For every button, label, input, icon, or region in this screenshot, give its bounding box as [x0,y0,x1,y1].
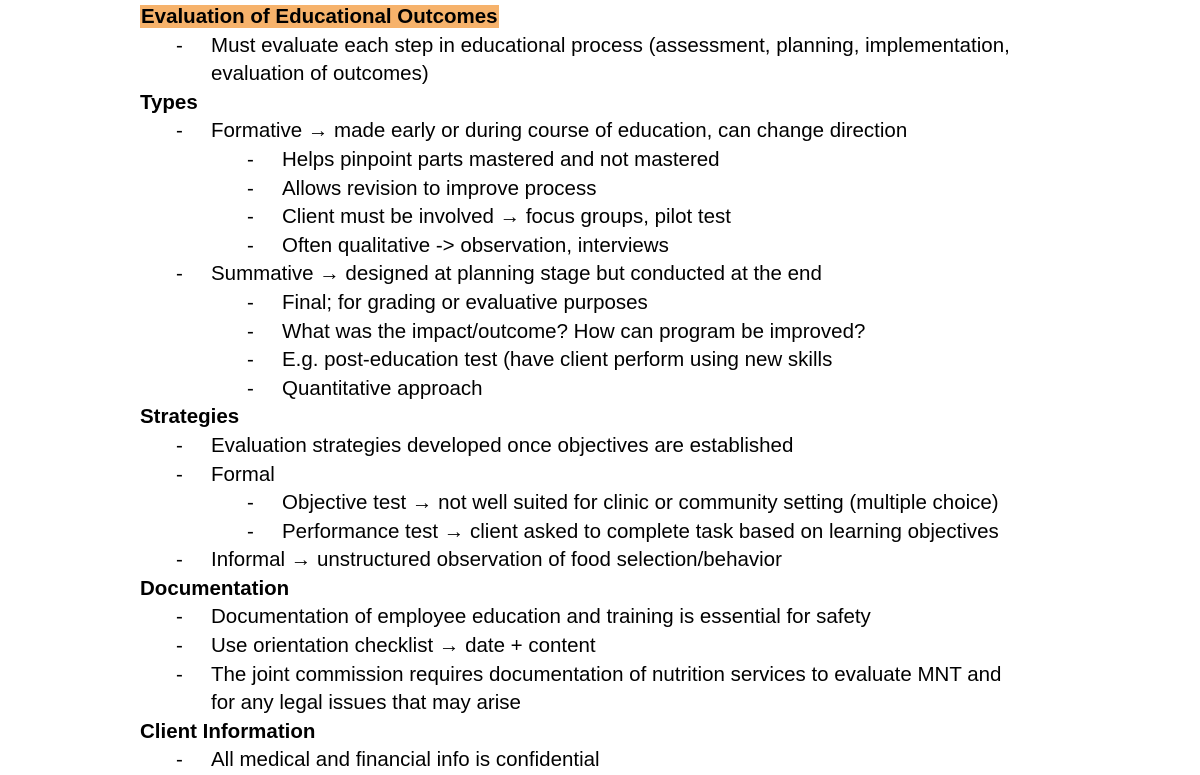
bullet-dash: - [176,748,183,772]
formative-item-text: Helps pinpoint parts mastered and not mastered [282,147,720,171]
list-item-formal [140,461,1180,490]
sub-list-item [140,203,1180,232]
list-item [140,632,1180,661]
formative-item-text: Client must be involved → focus groups, pilot test [282,205,731,229]
formative-text: Formative → made early or during course of education, can change direction [211,119,908,143]
list-item [140,746,1180,775]
document-title: Evaluation of Educational Outcomes [141,5,498,28]
sub-list-item [140,289,1180,318]
bullet-dash: - [176,605,183,629]
section-heading-documentation: Documentation [140,576,290,600]
sub-list-item [140,232,1180,261]
sub-list-item [140,318,1180,347]
informal-text: Informal → unstructured observation of food selection/behavior [211,548,782,572]
summative-text: Summative → designed at planning stage but conducted at the end [211,262,822,286]
bullet-dash: - [176,548,183,572]
section-heading-client-information: Client Information [140,719,316,743]
sub-list-item [140,175,1180,204]
bullet-dash: - [176,433,183,457]
document-title-line [140,3,1180,32]
client-info-item-text: All medical and financial info is confidential [211,748,600,772]
bullet-dash: - [247,376,254,400]
bullet-dash: - [176,634,183,658]
bullet-dash: - [247,147,254,171]
sub-list-item [140,146,1180,175]
list-item-informal [140,546,1180,575]
summative-item-text: Final; for grading or evaluative purposes [282,290,648,314]
summative-item-text: Quantitative approach [282,376,483,400]
formal-text: Formal [211,462,275,486]
bullet-dash: - [176,119,183,143]
strategies-item-text: Evaluation strategies developed once objectives are established [211,433,794,457]
bullet-dash: - [247,290,254,314]
bullet-dash: - [247,176,254,200]
formative-item-text: Often qualitative -> observation, interviews [282,233,669,257]
formative-item-text: Allows revision to improve process [282,176,597,200]
section-heading-types: Types [140,90,198,114]
bullet-dash: - [176,33,183,57]
summative-item-text: What was the impact/outcome? How can program be improved? [282,319,866,343]
bullet-dash: - [247,519,254,543]
documentation-item-text: The joint commission requires documentation of nutrition services to evaluate MNT and [211,662,1002,686]
bullet-dash: - [247,319,254,343]
list-item [140,432,1180,461]
sub-list-item [140,375,1180,404]
bullet-dash: - [176,462,183,486]
document-body [140,3,1180,775]
summative-item-text: E.g. post-education test (have client perform using new skills [282,348,833,372]
bullet-dash: - [247,491,254,515]
bullet-dash: - [247,348,254,372]
sub-list-item [140,489,1180,518]
formal-item-text: Objective test → not well suited for clinic or community setting (multiple choice) [282,491,999,515]
bullet-dash: - [247,233,254,257]
documentation-item-text-continued: for any legal issues that may arise [211,691,521,715]
list-item-summative [140,260,1180,289]
list-item [140,661,1180,690]
list-item [140,32,1180,61]
formal-item-text: Performance test → client asked to complete task based on learning objectives [282,519,999,543]
list-item-continuation [140,689,1180,718]
bullet-dash: - [176,662,183,686]
bullet-dash: - [176,262,183,286]
sub-list-item [140,518,1180,547]
list-item-continuation [140,60,1180,89]
documentation-item-text: Use orientation checklist → date + content [211,634,596,658]
intro-text-continued: evaluation of outcomes) [211,62,429,86]
bullet-dash: - [247,205,254,229]
documentation-item-text: Documentation of employee education and training is essential for safety [211,605,871,629]
intro-text: Must evaluate each step in educational process (assessment, planning, implementation, [211,33,1010,57]
list-item [140,603,1180,632]
section-heading-strategies: Strategies [140,405,240,429]
list-item-formative [140,117,1180,146]
sub-list-item [140,346,1180,375]
